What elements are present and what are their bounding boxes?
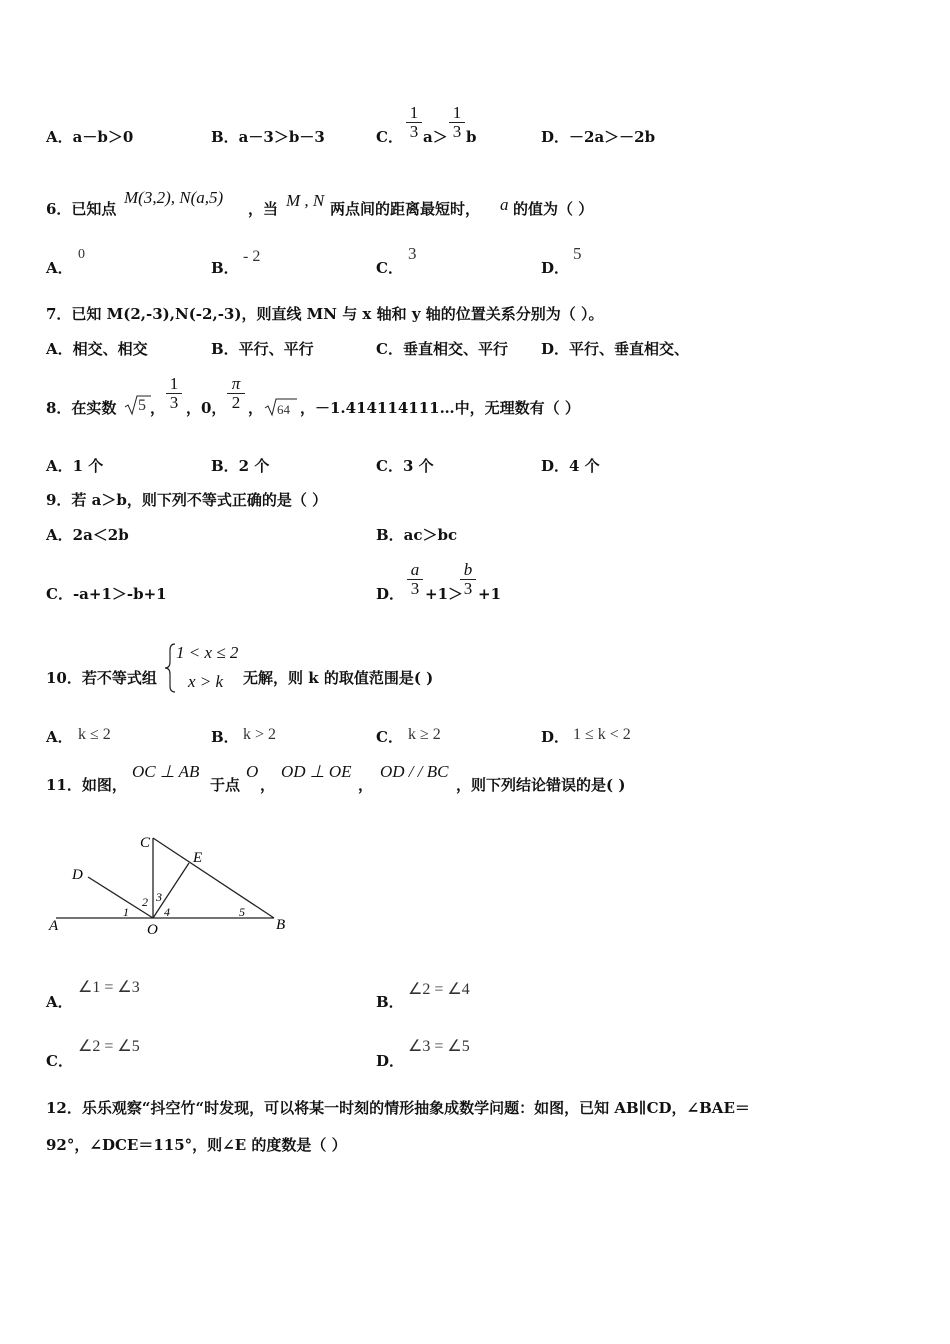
q7-stem: 7．已知 M(2,-3),N(-2,-3)，则直线 MN 与 x 轴和 y 轴的位置关系分别为（ ）。 <box>46 305 604 323</box>
q10-option-d-value: 1 ≤ k < 2 <box>573 726 631 743</box>
angle-3: 3 <box>156 890 162 904</box>
q8-mid: ，0， <box>186 399 227 417</box>
q8-sqrt64-value: 64 <box>277 402 290 417</box>
q10-option-c-value: k ≥ 2 <box>408 726 441 743</box>
q9-option-a: A．2a＜2b <box>46 526 129 544</box>
q11-option-d-value: ∠3 = ∠5 <box>408 1038 470 1055</box>
q6-option-b-label: B． <box>211 259 239 277</box>
q6-math-a: a <box>500 195 509 214</box>
q5-option-a: A．a－b＞0 <box>46 128 134 146</box>
q10-option-a-label: A． <box>46 728 73 746</box>
q7-option-d: D．平行、垂直相交、 <box>541 340 690 358</box>
q5-option-c-label: C． <box>376 128 403 146</box>
q6-option-c-value: 3 <box>408 244 417 263</box>
q6-prefix: 6．已知点 <box>46 200 117 218</box>
q6-option-c-label: C． <box>376 259 403 277</box>
q6-math-mn: M , N <box>286 191 325 210</box>
q10-option-b-label: B． <box>211 728 239 746</box>
q8-suffix: ，－1.414114111…中，无理数有（ ） <box>300 399 580 417</box>
q11-sep1: ， <box>260 776 276 794</box>
q11-suffix: ，则下列结论错误的是( ) <box>456 776 626 794</box>
q9-d-end: +1 <box>478 585 502 603</box>
label-e: E <box>193 850 203 866</box>
q11-option-b-label: B． <box>376 993 404 1011</box>
q11-geometry-figure <box>44 828 294 940</box>
q9-d-fraction-a: $\frac{a}{3}$ <box>407 561 423 598</box>
q5-c-mid: a＞ <box>423 128 448 146</box>
label-a: A <box>49 918 59 934</box>
q5-option-d: D．－2a＞－2b <box>541 128 656 146</box>
q6-suffix: 的值为（ ） <box>513 200 594 218</box>
q11-math-od-perp-oe: OD ⊥ OE <box>281 762 352 781</box>
q9-option-d-label: D． <box>376 585 405 603</box>
angle-5: 5 <box>239 905 245 919</box>
q11-math-oc-perp-ab: OC ⊥ AB <box>132 762 200 781</box>
q11-math-od-parallel-bc: OD / / BC <box>380 762 449 781</box>
q5-c-end: b <box>466 128 477 146</box>
q12-line1: 12．乐乐观察“抖空竹“时发现，可以将某一时刻的情形抽象成数学问题：如图，已知 AB∥CD，∠BAE＝ <box>46 1099 750 1117</box>
q9-d-fraction-b: $\frac{b}{3}$ <box>460 561 476 598</box>
q8-fraction-one-third: $\frac{1}{3}$ <box>166 375 182 412</box>
q8-sep2: ， <box>248 399 264 417</box>
q6-mid: ，当 <box>248 200 279 218</box>
q11-option-c-label: C． <box>46 1052 73 1070</box>
q6-mid2: 两点间的距离最短时， <box>330 200 481 218</box>
q10-suffix: 无解，则 k 的取值范围是( ) <box>243 669 434 687</box>
q6-option-d-label: D． <box>541 259 570 277</box>
q10-line1: 1 < x ≤ 2 <box>176 643 239 662</box>
q9-option-b: B．ac＞bc <box>376 526 458 544</box>
angle-1: 1 <box>123 905 129 919</box>
q9-d-mid: +1＞ <box>425 585 464 603</box>
q10-system-brace <box>163 642 177 694</box>
angle-2: 2 <box>142 895 148 909</box>
label-b: B <box>276 917 286 933</box>
q5-c-fraction-1: $\frac{1}{3}$ <box>406 104 422 141</box>
q6-math-points: M(3,2), N(a,5) <box>124 188 224 207</box>
q7-option-c: C．垂直相交、平行 <box>376 340 508 358</box>
q11-math-o: O <box>246 762 259 781</box>
q8-sqrt5-value: 5 <box>138 397 146 414</box>
q11-option-c-value: ∠2 = ∠5 <box>78 1038 140 1055</box>
q8-sep1: ， <box>150 399 166 417</box>
label-d: D <box>72 867 83 883</box>
q10-option-d-label: D． <box>541 728 570 746</box>
q11-prefix: 11．如图， <box>46 776 127 794</box>
q6-option-b-value: - 2 <box>243 248 261 265</box>
q11-option-b-value: ∠2 = ∠4 <box>408 981 470 998</box>
q7-option-a: A．相交、相交 <box>46 340 148 358</box>
q11-option-d-label: D． <box>376 1052 405 1070</box>
q10-option-c-label: C． <box>376 728 403 746</box>
q10-line2: x > k <box>188 672 224 691</box>
q6-option-d-value: 5 <box>573 244 582 263</box>
q8-option-a: A．1 个 <box>46 457 104 475</box>
q6-option-a-value: 0 <box>78 247 85 262</box>
q7-option-b: B．平行、平行 <box>211 340 314 358</box>
q9-option-c: C．-a+1＞-b+1 <box>46 585 167 603</box>
q11-text-at-point: 于点 <box>210 776 241 794</box>
q9-stem: 9．若 a＞b，则下列不等式正确的是（ ） <box>46 491 328 509</box>
q10-prefix: 10．若不等式组 <box>46 669 157 687</box>
angle-4: 4 <box>164 905 170 919</box>
q10-option-b-value: k > 2 <box>243 726 277 743</box>
label-c: C <box>140 835 151 851</box>
q8-option-b: B．2 个 <box>211 457 270 475</box>
q8-option-d: D．4 个 <box>541 457 600 475</box>
q11-option-a-value: ∠1 = ∠3 <box>78 979 140 996</box>
q5-c-fraction-2: $\frac{1}{3}$ <box>449 104 465 141</box>
q11-sep2: ， <box>358 776 374 794</box>
line-cb <box>153 838 274 918</box>
q5-option-b: B．a－3＞b－3 <box>211 128 325 146</box>
q8-prefix: 8．在实数 <box>46 399 117 417</box>
label-o: O <box>147 922 158 938</box>
q12-line2: 92°，∠DCE＝115°，则∠E 的度数是（ ） <box>46 1136 347 1154</box>
q8-option-c: C．3 个 <box>376 457 434 475</box>
q10-option-a-value: k ≤ 2 <box>78 726 111 743</box>
q11-option-a-label: A． <box>46 993 73 1011</box>
q8-fraction-pi-half: $\frac{\pi}{2}$ <box>227 375 245 412</box>
q6-option-a-label: A． <box>46 259 73 277</box>
